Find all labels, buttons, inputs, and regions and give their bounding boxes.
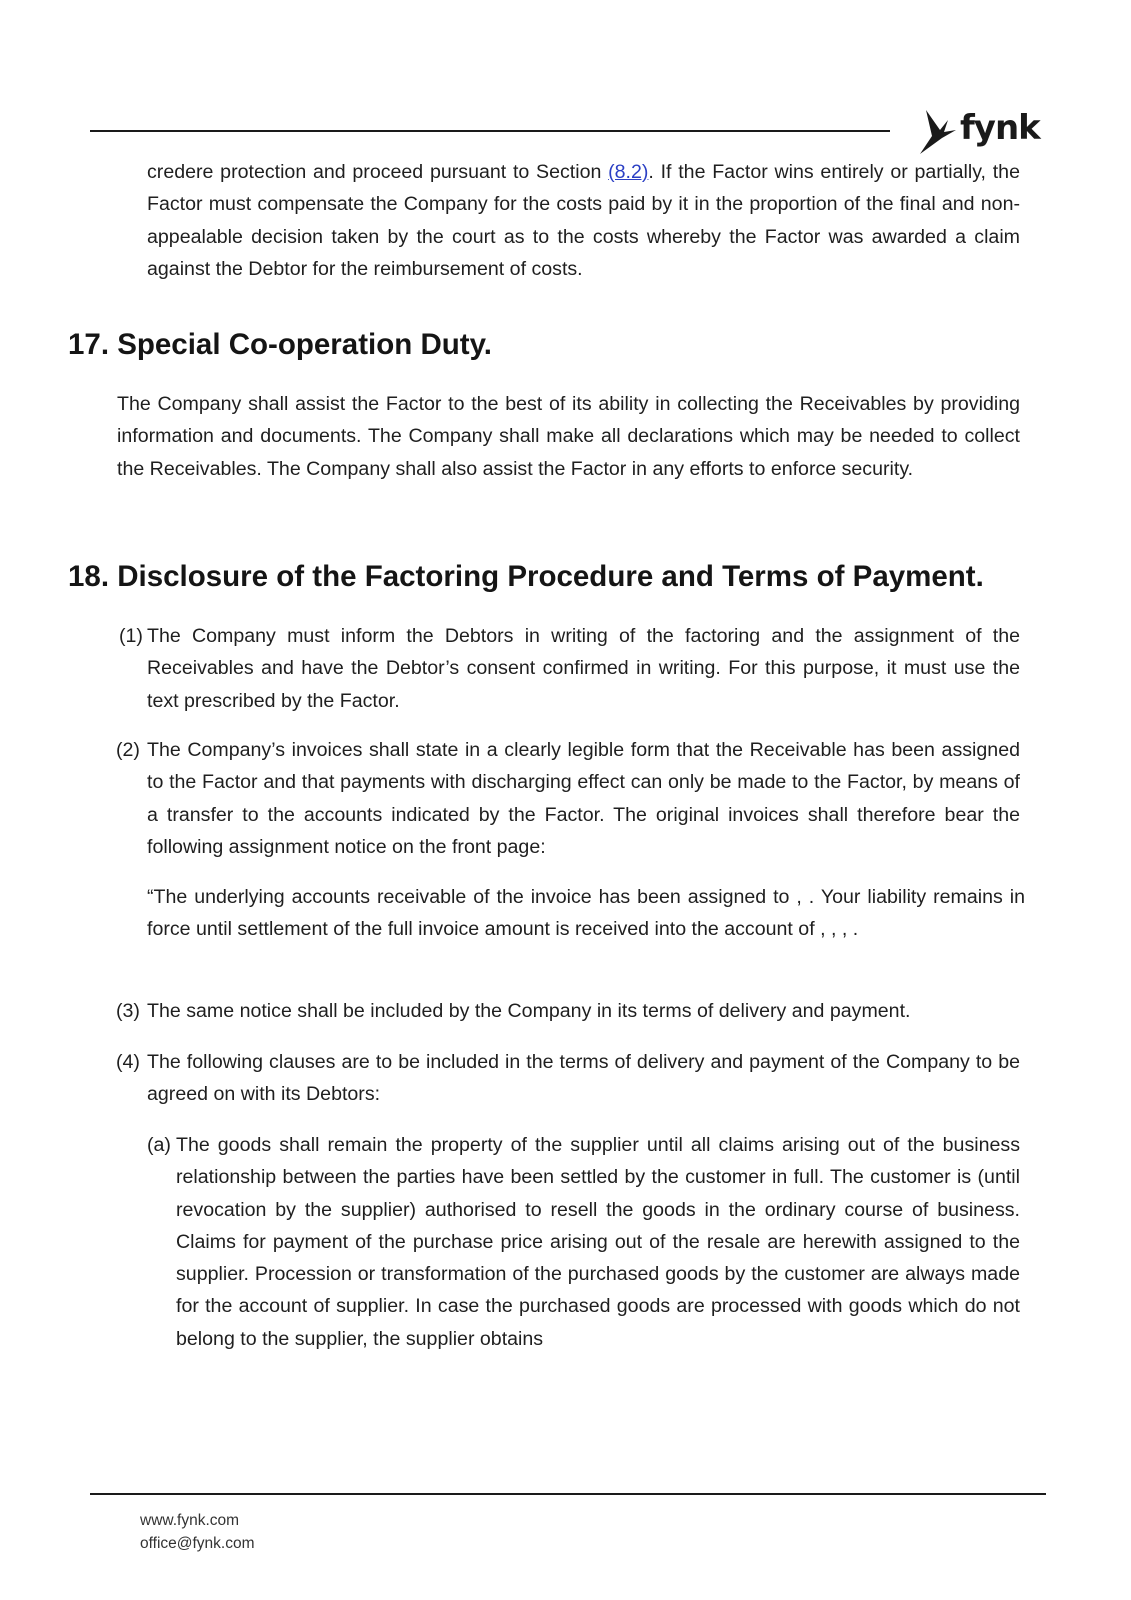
item-number: (1) bbox=[119, 625, 143, 647]
item-number: (2) bbox=[116, 739, 140, 761]
continuation-text-start: credere protection and proceed pursuant to Section bbox=[147, 161, 609, 183]
continuation-paragraph bbox=[147, 156, 1020, 285]
sub-item-text: The goods shall remain the property of the supplier until all claims arising out of the business relationship between the parties have been settled by the customer in full. The customer is (until revocation by the supplier) authorised to resell the goods in the ordinary course of business. Claims for payment of the purchase price arising out of the resale are herewith assigned to the supplier. Procession or transformation of the purchased goods by the customer are always made for the account of supplier. In case the purchased goods are processed with goods which do not belong to the supplier, the supplier obtains bbox=[176, 1134, 1020, 1350]
continuation-text-end: . If the Factor wins entirely or partially, the Factor must compensate the Company for the costs paid by it in the proportion of the final and non-appealable decision taken by the court as to the costs whereby the Factor was awarded a claim against the Debtor for the reimbursement of costs. bbox=[147, 161, 1020, 280]
fynk-logo bbox=[918, 106, 1048, 158]
assignment-notice-quote: “The underlying accounts receivable of the invoice has been assigned to , . Your liability remains in force until settlement of the full invoice amount is received into the account of , , , . bbox=[147, 886, 1025, 941]
section-link-8-2[interactable]: (8.2) bbox=[608, 161, 649, 183]
footer-website-link[interactable]: www.fynk.com bbox=[140, 1512, 240, 1529]
item-text: The following clauses are to be included in the terms of delivery and payment of the Company to be agreed on with its Debtors: bbox=[147, 1051, 1020, 1106]
item-number: (4) bbox=[116, 1051, 140, 1073]
footer-divider bbox=[90, 1493, 1046, 1495]
section-17-body: The Company shall assist the Factor to the best of its ability in collecting the Receivables by providing information and documents. The Company shall make all declarations which may be needed to collect the Receivables. The Company shall also assist the Factor in any efforts to enforce security. bbox=[117, 393, 1020, 480]
section-17-heading: 17. Special Co-operation Duty. bbox=[68, 328, 493, 361]
item-number: (3) bbox=[116, 1000, 140, 1022]
bird-icon bbox=[918, 106, 958, 158]
item-text: The same notice shall be included by the Company in its terms of delivery and payment. bbox=[147, 1000, 911, 1022]
footer-email-link[interactable]: office@fynk.com bbox=[140, 1535, 255, 1552]
header-divider bbox=[90, 130, 890, 132]
logo-wordmark: fynk bbox=[960, 108, 1040, 148]
sub-item-letter: (a) bbox=[147, 1134, 171, 1156]
item-text: The Company must inform the Debtors in writing of the factoring and the assignment of the Receivables and have the Debtor’s consent confirmed in writing. For this purpose, it must use the text prescribed by the Factor. bbox=[147, 625, 1020, 712]
section-18-heading: 18. Disclosure of the Factoring Procedure and Terms of Payment. bbox=[68, 560, 984, 593]
item-text: The Company’s invoices shall state in a clearly legible form that the Receivable has been assigned to the Factor and that payments with discharging effect can only be made to the Factor, by means of a transfer to the accounts indicated by the Factor. The original invoices shall therefore bear the following assignment notice on the front page: bbox=[147, 739, 1020, 858]
